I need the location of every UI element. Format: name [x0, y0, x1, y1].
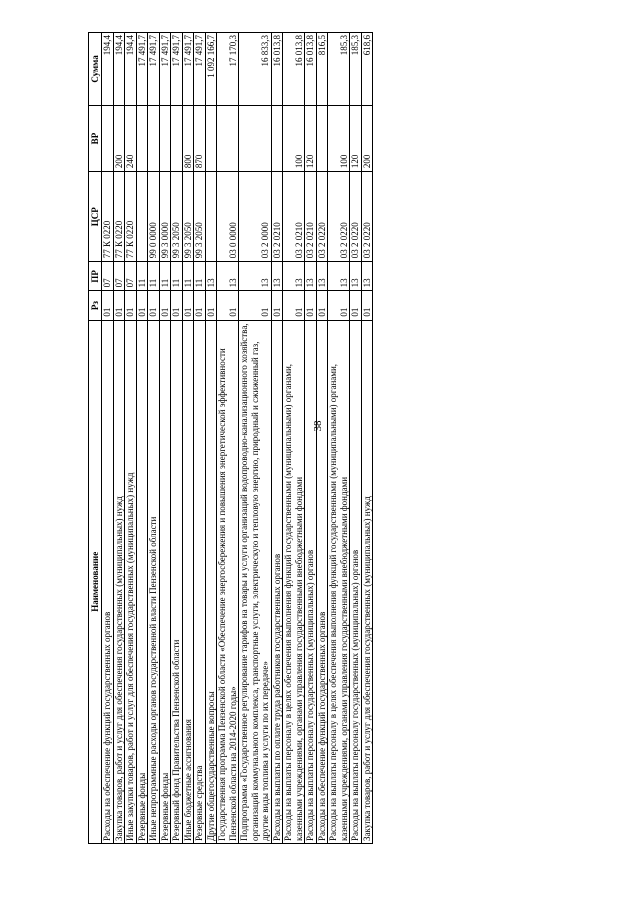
table-row: [102, 33, 114, 844]
cell-csr: 77 К 0220: [125, 172, 137, 262]
cell-pr: 07: [102, 262, 114, 291]
cell-csr: 03 2 0210: [283, 172, 305, 262]
cell-pr: 13: [283, 262, 305, 291]
cell-sum: 1 092 166,7: [205, 33, 217, 106]
table-row: [361, 33, 373, 844]
cell-sum: 17 491,7: [171, 33, 183, 106]
header-rz: Рз: [89, 291, 102, 320]
cell-pr: 11: [159, 262, 171, 291]
cell-vr: 870: [194, 105, 206, 171]
cell-name: Расходы на выплаты персоналу в целях обеспечения выполнения функций государственными (муниципальными) органами, казенными учреждениями, органами управления государственными внебюджетными фондами: [328, 320, 350, 843]
cell-rz: 01: [283, 291, 305, 320]
cell-name: Другие общегосударственные вопросы: [205, 320, 217, 843]
cell-pr: 13: [316, 262, 328, 291]
header-sum: Сумма: [89, 33, 102, 106]
table-header-row: [89, 33, 102, 844]
cell-csr: 77 К 0220: [102, 172, 114, 262]
cell-csr: 99 0 0000: [148, 172, 160, 262]
header-vr: ВР: [89, 105, 102, 171]
cell-vr: [239, 105, 272, 171]
cell-sum: 17 491,7: [148, 33, 160, 106]
cell-name: Резервный фонд Правительства Пензенской области: [171, 320, 183, 843]
header-pr: ПР: [89, 262, 102, 291]
cell-vr: 120: [350, 105, 362, 171]
cell-sum: 185,3: [328, 33, 350, 106]
table-row: [217, 33, 239, 844]
cell-name: Расходы на выплаты по оплате труда работников государственных органов: [271, 320, 283, 843]
table-row: [239, 33, 272, 844]
cell-vr: 100: [283, 105, 305, 171]
cell-sum: 194,4: [113, 33, 125, 106]
cell-pr: 11: [136, 262, 148, 291]
cell-vr: [205, 105, 217, 171]
cell-vr: [316, 105, 328, 171]
cell-rz: 01: [361, 291, 373, 320]
cell-pr: 13: [305, 262, 317, 291]
table-row: [316, 33, 328, 844]
cell-sum: 17 491,7: [159, 33, 171, 106]
cell-csr: [136, 172, 148, 262]
cell-vr: 200: [361, 105, 373, 171]
cell-rz: 01: [239, 291, 272, 320]
cell-vr: 800: [182, 105, 194, 171]
cell-csr: 99 3 2050: [171, 172, 183, 262]
cell-csr: 03 2 0220: [350, 172, 362, 262]
cell-name: Расходы на выплаты персоналу государственных (муниципальных) органов: [305, 320, 317, 843]
cell-rz: 01: [217, 291, 239, 320]
table-row: [148, 33, 160, 844]
cell-name: Резервные фонды: [159, 320, 171, 843]
cell-csr: 03 2 0220: [328, 172, 350, 262]
table-body: [102, 33, 373, 844]
page-number: 38: [312, 420, 324, 432]
cell-name: Иные непрограммные расходы органов государственной власти Пензенской области: [148, 320, 160, 843]
cell-name: Подпрограмма «Государственное регулирование тарифов на товары и услуги организаций водопроводно-канализационного хозяйства, организаций коммунального комплекса, транспортные услуги, электрическую и тепловую энергию, природный и сжиженный газ, другие виды топлива и услуги по их передаче»: [239, 320, 272, 843]
cell-csr: 03 2 0210: [271, 172, 283, 262]
cell-rz: 01: [171, 291, 183, 320]
cell-pr: 11: [194, 262, 206, 291]
cell-rz: 01: [194, 291, 206, 320]
cell-sum: 185,3: [350, 33, 362, 106]
cell-sum: 16 013,8: [271, 33, 283, 106]
table-row: [350, 33, 362, 844]
cell-pr: 13: [361, 262, 373, 291]
cell-csr: 77 К 0220: [113, 172, 125, 262]
cell-csr: 99 3 0000: [159, 172, 171, 262]
rotated-page-content: [88, 32, 546, 844]
cell-name: Расходы на выплаты персоналу государственных (муниципальных) органов: [350, 320, 362, 843]
cell-vr: [171, 105, 183, 171]
cell-csr: 99 3 2050: [182, 172, 194, 262]
cell-vr: 120: [305, 105, 317, 171]
cell-csr: 99 3 2050: [194, 172, 206, 262]
cell-name: Расходы на обеспечение функций государственных органов: [102, 320, 114, 843]
cell-vr: [148, 105, 160, 171]
cell-pr: 11: [182, 262, 194, 291]
cell-pr: 07: [125, 262, 137, 291]
table-row: [159, 33, 171, 844]
cell-rz: 01: [182, 291, 194, 320]
cell-name: Расходы на обеспечение функций государственных органов: [316, 320, 328, 843]
table-row: [182, 33, 194, 844]
cell-rz: 01: [350, 291, 362, 320]
cell-name: Резервные средства: [194, 320, 206, 843]
table-row: [283, 33, 305, 844]
cell-sum: 17 491,7: [136, 33, 148, 106]
cell-rz: 01: [136, 291, 148, 320]
cell-pr: 13: [217, 262, 239, 291]
cell-vr: [217, 105, 239, 171]
cell-csr: 03 2 0210: [305, 172, 317, 262]
cell-name: Резервные фонды: [136, 320, 148, 843]
cell-name: Расходы на выплаты персоналу в целях обеспечения выполнения функций государственными (муниципальными) органами, казенными учреждениями, органами управления государственными внебюджетными фондами: [283, 320, 305, 843]
header-name: Наименование: [89, 320, 102, 843]
cell-sum: 17 170,3: [217, 33, 239, 106]
cell-vr: 240: [125, 105, 137, 171]
cell-sum: 16 013,8: [283, 33, 305, 106]
cell-pr: 11: [171, 262, 183, 291]
cell-name: Иные бюджетные ассигнования: [182, 320, 194, 843]
cell-rz: 01: [271, 291, 283, 320]
cell-csr: [205, 172, 217, 262]
cell-pr: 07: [113, 262, 125, 291]
cell-vr: [159, 105, 171, 171]
cell-rz: 01: [328, 291, 350, 320]
table-row: [328, 33, 350, 844]
table-row: [271, 33, 283, 844]
cell-rz: 01: [148, 291, 160, 320]
cell-csr: 03 0 0000: [217, 172, 239, 262]
cell-rz: 01: [205, 291, 217, 320]
cell-sum: 194,4: [125, 33, 137, 106]
cell-sum: 194,4: [102, 33, 114, 106]
cell-rz: 01: [113, 291, 125, 320]
cell-rz: 01: [316, 291, 328, 320]
cell-sum: 17 491,7: [182, 33, 194, 106]
budget-table: [88, 32, 373, 844]
cell-name: Закупка товаров, работ и услуг для обеспечения государственных (муниципальных) нужд: [113, 320, 125, 843]
cell-vr: 200: [113, 105, 125, 171]
table-row: [205, 33, 217, 844]
cell-pr: 13: [328, 262, 350, 291]
cell-name: Государственная программа Пензенской области «Обеспечение энергосбережения и повышения энергетической эффективности Пензенской области на 2014-2020 годы»: [217, 320, 239, 843]
cell-name: Иные закупки товаров, работ и услуг для обеспечения государственных (муниципальных) нужд: [125, 320, 137, 843]
cell-sum: 17 491,7: [194, 33, 206, 106]
cell-sum: 618,6: [361, 33, 373, 106]
table-row: [194, 33, 206, 844]
cell-pr: 13: [239, 262, 272, 291]
cell-rz: 01: [305, 291, 317, 320]
cell-sum: 16 013,8: [305, 33, 317, 106]
cell-pr: 13: [350, 262, 362, 291]
table-row: [125, 33, 137, 844]
cell-sum: 816,5: [316, 33, 328, 106]
cell-vr: [102, 105, 114, 171]
cell-csr: 03 2 0220: [361, 172, 373, 262]
table-row: [113, 33, 125, 844]
cell-rz: 01: [159, 291, 171, 320]
table-row: [171, 33, 183, 844]
cell-vr: 100: [328, 105, 350, 171]
cell-vr: [136, 105, 148, 171]
cell-csr: 03 2 0000: [239, 172, 272, 262]
cell-rz: 01: [102, 291, 114, 320]
cell-pr: 13: [205, 262, 217, 291]
table-row: [136, 33, 148, 844]
cell-pr: 11: [148, 262, 160, 291]
cell-csr: 03 2 0220: [316, 172, 328, 262]
header-csr: ЦСР: [89, 172, 102, 262]
cell-name: Закупка товаров, работ и услуг для обеспечения государственных (муниципальных) нужд: [361, 320, 373, 843]
cell-rz: 01: [125, 291, 137, 320]
cell-pr: 13: [271, 262, 283, 291]
cell-sum: 16 833,3: [239, 33, 272, 106]
cell-vr: [271, 105, 283, 171]
table-row: [305, 33, 317, 844]
